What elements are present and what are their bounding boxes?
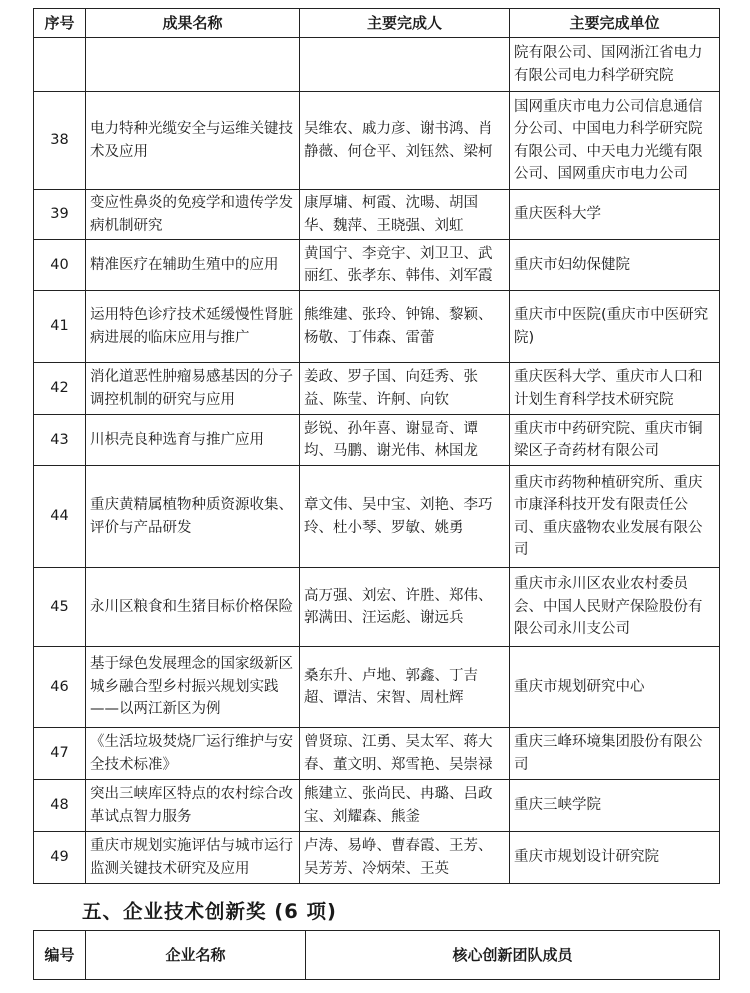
header-number: 编号 [34,931,86,980]
table-row [34,466,720,568]
achievement-name: 变应性鼻炎的免疫学和遗传学发病机制研究 [86,190,300,240]
main-contributors: 熊维建、张玲、钟锦、黎颖、杨敬、丁伟森、雷蕾 [300,291,510,363]
table-row [34,780,720,832]
row-number: 48 [34,780,86,832]
row-number [34,38,86,92]
achievement-name: 基于绿色发展理念的国家级新区城乡融合型乡村振兴规划实践——以两江新区为例 [86,647,300,728]
achievement-name: 运用特色诊疗技术延缓慢性肾脏病进展的临床应用与推广 [86,291,300,363]
table-row [34,363,720,415]
row-number: 41 [34,291,86,363]
main-contributors: 康厚墉、柯霞、沈暘、胡国华、魏萍、王晓强、刘虹 [300,190,510,240]
achievement-name: 电力特种光缆安全与运维关键技术及应用 [86,92,300,190]
row-number: 43 [34,415,86,466]
header-main-units: 主要完成单位 [510,9,720,38]
table-header-row [34,931,720,980]
table-row [34,832,720,884]
row-number: 47 [34,728,86,780]
main-contributors: 高万强、刘宏、许胜、郑伟、郭满田、汪运彪、谢远兵 [300,568,510,647]
section-title: 五、企业技术创新奖 (6 项) [82,900,337,923]
main-units: 重庆三峡学院 [510,780,720,832]
main-units: 重庆市规划设计研究院 [510,832,720,884]
achievement-name: 精准医疗在辅助生殖中的应用 [86,240,300,291]
row-number: 49 [34,832,86,884]
row-number: 38 [34,92,86,190]
main-contributors: 曾贤琼、江勇、吴太军、蒋大春、董文明、郑雪艳、吴崇禄 [300,728,510,780]
main-contributors: 黄国宁、李竞宇、刘卫卫、武丽红、张孝东、韩伟、刘军霞 [300,240,510,291]
main-units: 重庆三峰环境集团股份有限公司 [510,728,720,780]
row-number: 44 [34,466,86,568]
row-number: 45 [34,568,86,647]
main-units: 重庆医科大学、重庆市人口和计划生育科学技术研究院 [510,363,720,415]
header-number: 序号 [34,9,86,38]
table-row [34,38,720,92]
achievement-name: 消化道恶性肿瘤易感基因的分子调控机制的研究与应用 [86,363,300,415]
table-row [34,728,720,780]
achievement-name: 重庆市规划实施评估与城市运行监测关键技术研究及应用 [86,832,300,884]
row-number: 46 [34,647,86,728]
main-units: 重庆市永川区农业农村委员会、中国人民财产保险股份有限公司永川支公司 [510,568,720,647]
main-contributors: 熊建立、张尚民、冉璐、吕政宝、刘耀森、熊釜 [300,780,510,832]
achievement-name: 永川区粮食和生猪目标价格保险 [86,568,300,647]
row-number: 39 [34,190,86,240]
header-main-contributors: 主要完成人 [300,9,510,38]
main-contributors: 章文伟、吴中宝、刘艳、李巧玲、杜小琴、罗敏、姚勇 [300,466,510,568]
achievement-table [33,8,720,884]
main-units: 重庆市妇幼保健院 [510,240,720,291]
main-units: 国网重庆市电力公司信息通信分公司、中国电力科学研究院有限公司、中天电力光缆有限公司、国网重庆市电力公司 [510,92,720,190]
header-core-team: 核心创新团队成员 [306,931,720,980]
table-row [34,568,720,647]
main-units: 重庆市中医院(重庆市中医研究院) [510,291,720,363]
main-units: 院有限公司、国网浙江省电力有限公司电力科学研究院 [510,38,720,92]
main-units: 重庆市规划研究中心 [510,647,720,728]
header-enterprise-name: 企业名称 [86,931,306,980]
main-contributors: 卢涛、易峥、曹春霞、王芳、吴芳芳、冷炳荣、王英 [300,832,510,884]
enterprise-award-table [33,930,720,980]
main-units: 重庆市药物种植研究所、重庆市康泽科技开发有限责任公司、重庆盛物农业发展有限公司 [510,466,720,568]
achievement-name: 突出三峡库区特点的农村综合改革试点智力服务 [86,780,300,832]
main-contributors: 吴维农、戚力彦、谢书鸿、肖静薇、何仓平、刘钰然、梁柯 [300,92,510,190]
table-row [34,240,720,291]
main-units: 重庆医科大学 [510,190,720,240]
main-contributors: 彭锐、孙年喜、谢显奇、谭均、马鹏、谢光伟、林国龙 [300,415,510,466]
header-achievement-name: 成果名称 [86,9,300,38]
table-row [34,415,720,466]
main-contributors [300,38,510,92]
table-header-row [34,9,720,38]
main-units: 重庆市中药研究院、重庆市铜梁区子奇药材有限公司 [510,415,720,466]
row-number: 42 [34,363,86,415]
table-row [34,647,720,728]
table-row [34,92,720,190]
achievement-name: 川枳壳良种选育与推广应用 [86,415,300,466]
achievement-name: 重庆黄精属植物种质资源收集、评价与产品研发 [86,466,300,568]
main-contributors: 桑东升、卢地、郭鑫、丁吉超、谭洁、宋智、周杜辉 [300,647,510,728]
achievement-name: 《生活垃圾焚烧厂运行维护与安全技术标准》 [86,728,300,780]
row-number: 40 [34,240,86,291]
table-row [34,291,720,363]
achievement-name [86,38,300,92]
table-row [34,190,720,240]
main-contributors: 姜政、罗子国、向廷秀、张益、陈莹、许舸、向钦 [300,363,510,415]
